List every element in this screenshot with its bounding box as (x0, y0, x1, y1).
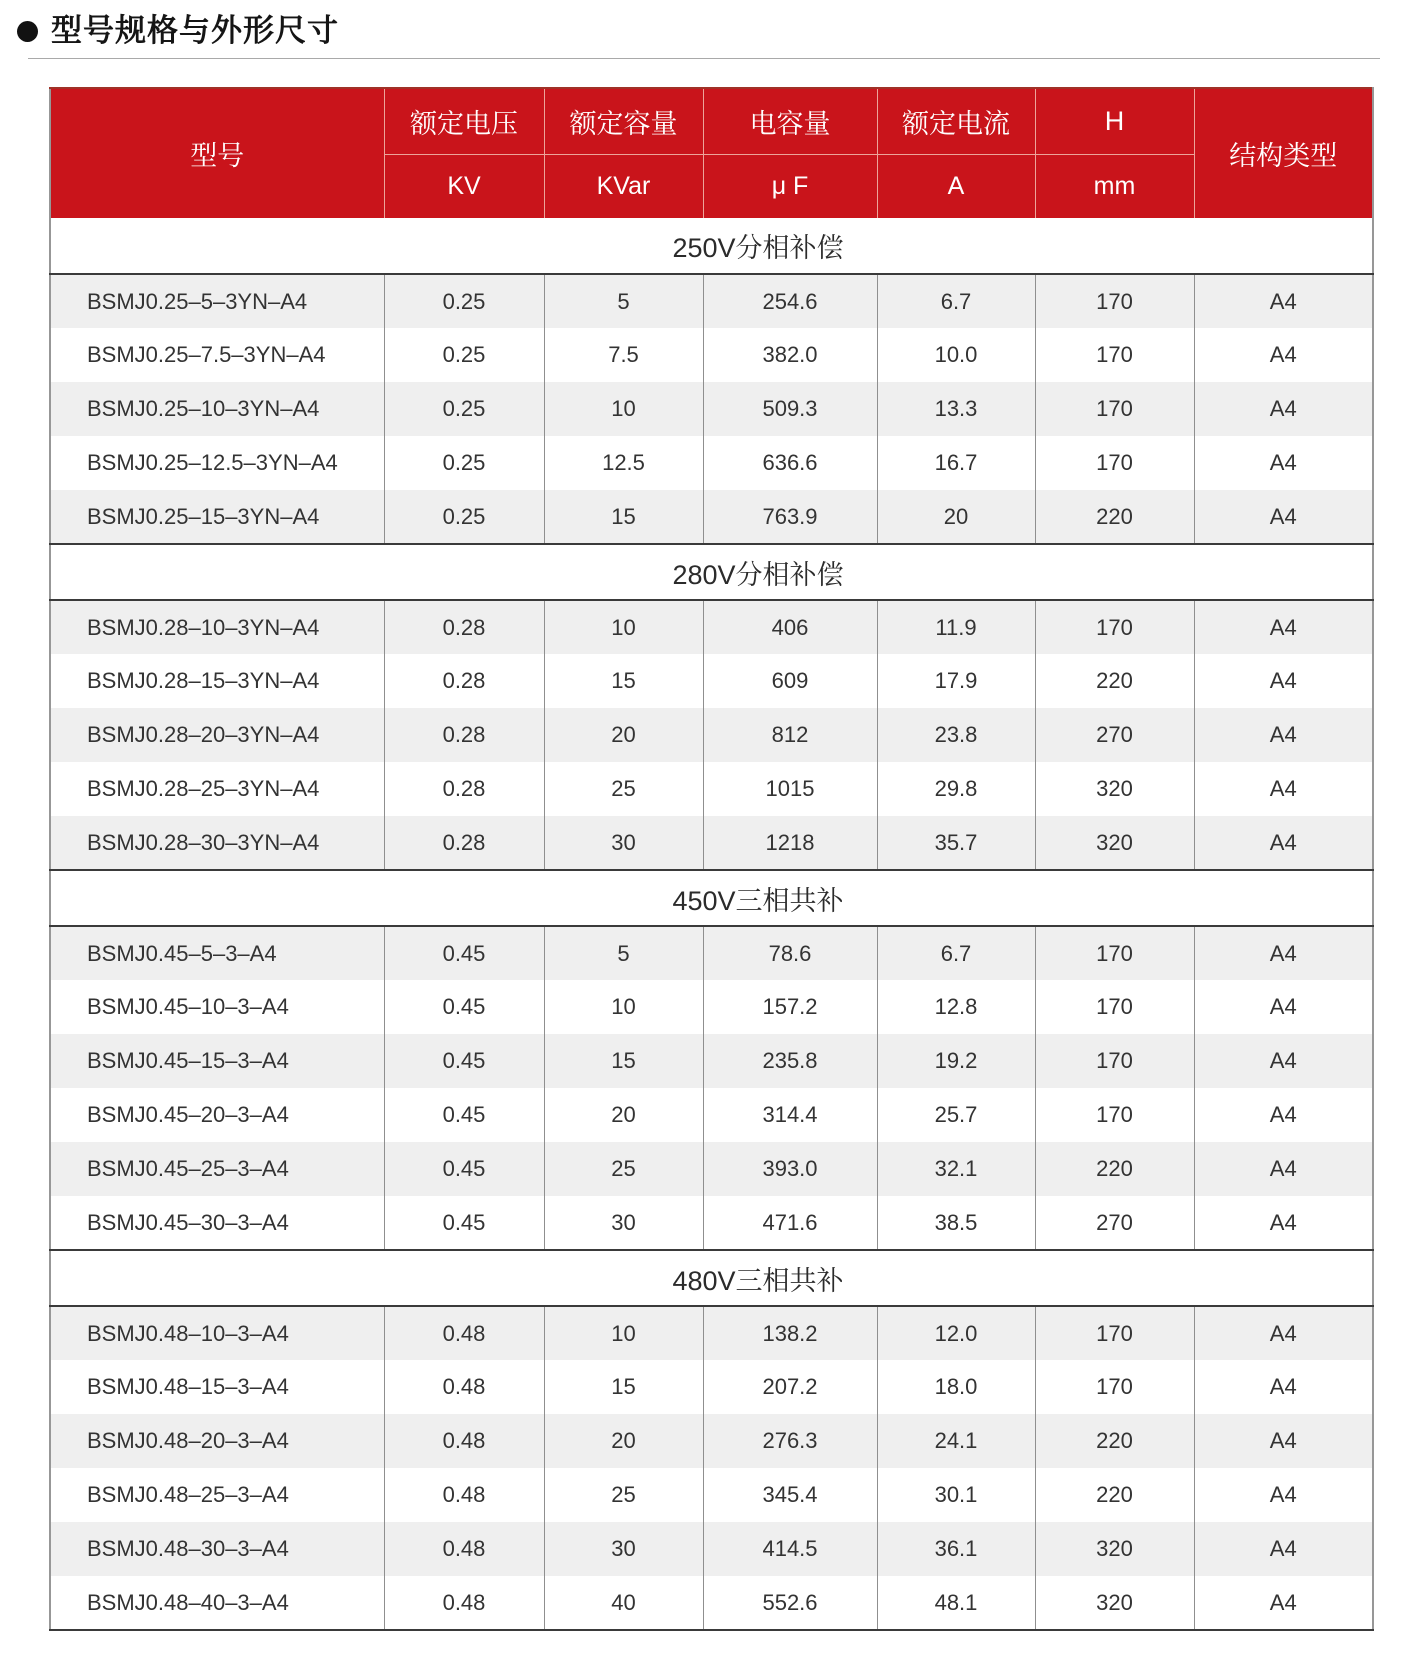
type-cell: A4 (1194, 436, 1373, 490)
column-header-rated-voltage: 额定电压 (384, 88, 544, 154)
model-cell: BSMJ0.45–25–3–A4 (50, 1142, 384, 1196)
capacity-cell: 10 (544, 1306, 703, 1360)
column-header-rated-current: 额定电流 (877, 88, 1035, 154)
model-cell: BSMJ0.48–25–3–A4 (50, 1468, 384, 1522)
capacity-cell: 15 (544, 1360, 703, 1414)
current-cell: 48.1 (877, 1576, 1035, 1630)
current-cell: 10.0 (877, 328, 1035, 382)
type-cell: A4 (1194, 980, 1373, 1034)
capacity-cell: 7.5 (544, 328, 703, 382)
model-cell: BSMJ0.45–10–3–A4 (50, 980, 384, 1034)
capacity-cell: 12.5 (544, 436, 703, 490)
section-header-row (50, 218, 1373, 274)
table-row (50, 1360, 1373, 1414)
height-cell: 170 (1035, 1306, 1194, 1360)
capacity-cell: 40 (544, 1576, 703, 1630)
capacitance-cell: 157.2 (703, 980, 877, 1034)
capacity-cell: 30 (544, 816, 703, 870)
type-cell: A4 (1194, 1468, 1373, 1522)
voltage-cell: 0.25 (384, 274, 544, 328)
capacitance-cell: 345.4 (703, 1468, 877, 1522)
current-cell: 35.7 (877, 816, 1035, 870)
type-cell: A4 (1194, 274, 1373, 328)
capacity-cell: 10 (544, 600, 703, 654)
height-cell: 220 (1035, 1414, 1194, 1468)
height-cell: 220 (1035, 1142, 1194, 1196)
table-row (50, 436, 1373, 490)
table-row (50, 762, 1373, 816)
model-cell: BSMJ0.48–20–3–A4 (50, 1414, 384, 1468)
model-cell: BSMJ0.25–10–3YN–A4 (50, 382, 384, 436)
capacity-cell: 25 (544, 1142, 703, 1196)
voltage-cell: 0.45 (384, 1034, 544, 1088)
capacity-cell: 30 (544, 1196, 703, 1250)
height-cell: 170 (1035, 600, 1194, 654)
column-header-rated-capacity: 额定容量 (544, 88, 703, 154)
current-cell: 38.5 (877, 1196, 1035, 1250)
capacitance-cell: 414.5 (703, 1522, 877, 1576)
table-row (50, 980, 1373, 1034)
voltage-cell: 0.28 (384, 816, 544, 870)
capacitance-cell: 636.6 (703, 436, 877, 490)
spec-table-body (50, 218, 1373, 1630)
height-cell: 270 (1035, 708, 1194, 762)
current-cell: 19.2 (877, 1034, 1035, 1088)
capacitance-cell: 78.6 (703, 926, 877, 980)
current-cell: 23.8 (877, 708, 1035, 762)
table-row (50, 1522, 1373, 1576)
capacitance-cell: 382.0 (703, 328, 877, 382)
capacitance-cell: 509.3 (703, 382, 877, 436)
table-row (50, 600, 1373, 654)
height-cell: 170 (1035, 382, 1194, 436)
model-cell: BSMJ0.45–15–3–A4 (50, 1034, 384, 1088)
spec-table (49, 87, 1374, 1631)
section-title: 450V三相共补 (50, 870, 1373, 926)
current-cell: 36.1 (877, 1522, 1035, 1576)
current-cell: 25.7 (877, 1088, 1035, 1142)
table-row (50, 1576, 1373, 1630)
table-row (50, 490, 1373, 544)
current-cell: 6.7 (877, 926, 1035, 980)
current-cell: 18.0 (877, 1360, 1035, 1414)
voltage-cell: 0.45 (384, 1196, 544, 1250)
capacity-cell: 15 (544, 654, 703, 708)
table-row (50, 1034, 1373, 1088)
model-cell: BSMJ0.25–15–3YN–A4 (50, 490, 384, 544)
voltage-cell: 0.48 (384, 1360, 544, 1414)
model-cell: BSMJ0.48–40–3–A4 (50, 1576, 384, 1630)
voltage-cell: 0.45 (384, 1088, 544, 1142)
spec-table-header (50, 88, 1373, 218)
type-cell: A4 (1194, 382, 1373, 436)
capacitance-cell: 609 (703, 654, 877, 708)
height-cell: 320 (1035, 816, 1194, 870)
section-header-row (50, 544, 1373, 600)
type-cell: A4 (1194, 1196, 1373, 1250)
voltage-cell: 0.28 (384, 600, 544, 654)
table-row (50, 1306, 1373, 1360)
voltage-cell: 0.25 (384, 490, 544, 544)
height-cell: 170 (1035, 1088, 1194, 1142)
current-cell: 12.0 (877, 1306, 1035, 1360)
type-cell: A4 (1194, 490, 1373, 544)
model-cell: BSMJ0.45–30–3–A4 (50, 1196, 384, 1250)
table-row (50, 328, 1373, 382)
model-cell: BSMJ0.48–15–3–A4 (50, 1360, 384, 1414)
unit-kvar: KVar (544, 154, 703, 218)
height-cell: 170 (1035, 436, 1194, 490)
voltage-cell: 0.28 (384, 654, 544, 708)
voltage-cell: 0.25 (384, 436, 544, 490)
table-row (50, 708, 1373, 762)
capacity-cell: 20 (544, 708, 703, 762)
model-cell: BSMJ0.28–15–3YN–A4 (50, 654, 384, 708)
capacitance-cell: 254.6 (703, 274, 877, 328)
voltage-cell: 0.28 (384, 762, 544, 816)
unit-kv: KV (384, 154, 544, 218)
type-cell: A4 (1194, 1414, 1373, 1468)
capacitance-cell: 552.6 (703, 1576, 877, 1630)
current-cell: 11.9 (877, 600, 1035, 654)
page-header (0, 0, 1405, 49)
model-cell: BSMJ0.45–5–3–A4 (50, 926, 384, 980)
capacity-cell: 15 (544, 1034, 703, 1088)
capacity-cell: 20 (544, 1414, 703, 1468)
current-cell: 29.8 (877, 762, 1035, 816)
section-title: 280V分相补偿 (50, 544, 1373, 600)
capacity-cell: 10 (544, 980, 703, 1034)
column-header-model: 型号 (50, 88, 384, 218)
voltage-cell: 0.48 (384, 1522, 544, 1576)
type-cell: A4 (1194, 816, 1373, 870)
capacitance-cell: 314.4 (703, 1088, 877, 1142)
type-cell: A4 (1194, 708, 1373, 762)
capacitance-cell: 393.0 (703, 1142, 877, 1196)
current-cell: 12.8 (877, 980, 1035, 1034)
table-row (50, 926, 1373, 980)
voltage-cell: 0.48 (384, 1306, 544, 1360)
model-cell: BSMJ0.25–5–3YN–A4 (50, 274, 384, 328)
model-cell: BSMJ0.25–7.5–3YN–A4 (50, 328, 384, 382)
page-title: 型号规格与外形尺寸 (51, 13, 339, 48)
height-cell: 170 (1035, 1360, 1194, 1414)
capacity-cell: 20 (544, 1088, 703, 1142)
voltage-cell: 0.45 (384, 926, 544, 980)
voltage-cell: 0.25 (384, 382, 544, 436)
table-row (50, 1468, 1373, 1522)
type-cell: A4 (1194, 328, 1373, 382)
current-cell: 16.7 (877, 436, 1035, 490)
type-cell: A4 (1194, 600, 1373, 654)
capacitance-cell: 235.8 (703, 1034, 877, 1088)
table-row (50, 1414, 1373, 1468)
capacity-cell: 5 (544, 926, 703, 980)
type-cell: A4 (1194, 1142, 1373, 1196)
type-cell: A4 (1194, 762, 1373, 816)
unit-mm: mm (1035, 154, 1194, 218)
model-cell: BSMJ0.45–20–3–A4 (50, 1088, 384, 1142)
model-cell: BSMJ0.28–10–3YN–A4 (50, 600, 384, 654)
height-cell: 320 (1035, 1576, 1194, 1630)
height-cell: 270 (1035, 1196, 1194, 1250)
column-header-h: H (1035, 88, 1194, 154)
current-cell: 24.1 (877, 1414, 1035, 1468)
voltage-cell: 0.48 (384, 1468, 544, 1522)
column-header-structure-type: 结构类型 (1194, 88, 1373, 218)
section-header-row (50, 1250, 1373, 1306)
model-cell: BSMJ0.28–30–3YN–A4 (50, 816, 384, 870)
height-cell: 320 (1035, 1522, 1194, 1576)
section-header-row (50, 870, 1373, 926)
table-row (50, 1088, 1373, 1142)
capacitance-cell: 763.9 (703, 490, 877, 544)
capacitance-cell: 138.2 (703, 1306, 877, 1360)
type-cell: A4 (1194, 1034, 1373, 1088)
table-row (50, 274, 1373, 328)
capacity-cell: 5 (544, 274, 703, 328)
type-cell: A4 (1194, 654, 1373, 708)
table-row (50, 1196, 1373, 1250)
section-title: 480V三相共补 (50, 1250, 1373, 1306)
voltage-cell: 0.48 (384, 1576, 544, 1630)
height-cell: 170 (1035, 926, 1194, 980)
height-cell: 220 (1035, 490, 1194, 544)
type-cell: A4 (1194, 1522, 1373, 1576)
height-cell: 220 (1035, 654, 1194, 708)
capacity-cell: 25 (544, 762, 703, 816)
capacitance-cell: 406 (703, 600, 877, 654)
height-cell: 170 (1035, 274, 1194, 328)
current-cell: 20 (877, 490, 1035, 544)
capacitance-cell: 1218 (703, 816, 877, 870)
capacity-cell: 15 (544, 490, 703, 544)
bullet-icon (17, 21, 38, 42)
model-cell: BSMJ0.48–10–3–A4 (50, 1306, 384, 1360)
capacity-cell: 10 (544, 382, 703, 436)
voltage-cell: 0.45 (384, 980, 544, 1034)
type-cell: A4 (1194, 1576, 1373, 1630)
model-cell: BSMJ0.48–30–3–A4 (50, 1522, 384, 1576)
capacity-cell: 30 (544, 1522, 703, 1576)
height-cell: 320 (1035, 762, 1194, 816)
table-row (50, 382, 1373, 436)
model-cell: BSMJ0.25–12.5–3YN–A4 (50, 436, 384, 490)
type-cell: A4 (1194, 1088, 1373, 1142)
model-cell: BSMJ0.28–20–3YN–A4 (50, 708, 384, 762)
capacity-cell: 25 (544, 1468, 703, 1522)
current-cell: 17.9 (877, 654, 1035, 708)
column-header-capacitance: 电容量 (703, 88, 877, 154)
current-cell: 30.1 (877, 1468, 1035, 1522)
height-cell: 220 (1035, 1468, 1194, 1522)
height-cell: 170 (1035, 328, 1194, 382)
voltage-cell: 0.45 (384, 1142, 544, 1196)
table-row (50, 816, 1373, 870)
capacitance-cell: 812 (703, 708, 877, 762)
capacitance-cell: 471.6 (703, 1196, 877, 1250)
voltage-cell: 0.28 (384, 708, 544, 762)
current-cell: 13.3 (877, 382, 1035, 436)
model-cell: BSMJ0.28–25–3YN–A4 (50, 762, 384, 816)
height-cell: 170 (1035, 1034, 1194, 1088)
unit-uf: μ F (703, 154, 877, 218)
header-divider (28, 58, 1380, 59)
type-cell: A4 (1194, 1360, 1373, 1414)
table-row (50, 1142, 1373, 1196)
type-cell: A4 (1194, 1306, 1373, 1360)
table-row (50, 654, 1373, 708)
current-cell: 32.1 (877, 1142, 1035, 1196)
height-cell: 170 (1035, 980, 1194, 1034)
section-title: 250V分相补偿 (50, 218, 1373, 274)
current-cell: 6.7 (877, 274, 1035, 328)
voltage-cell: 0.25 (384, 328, 544, 382)
capacitance-cell: 276.3 (703, 1414, 877, 1468)
voltage-cell: 0.48 (384, 1414, 544, 1468)
type-cell: A4 (1194, 926, 1373, 980)
capacitance-cell: 207.2 (703, 1360, 877, 1414)
unit-a: A (877, 154, 1035, 218)
capacitance-cell: 1015 (703, 762, 877, 816)
